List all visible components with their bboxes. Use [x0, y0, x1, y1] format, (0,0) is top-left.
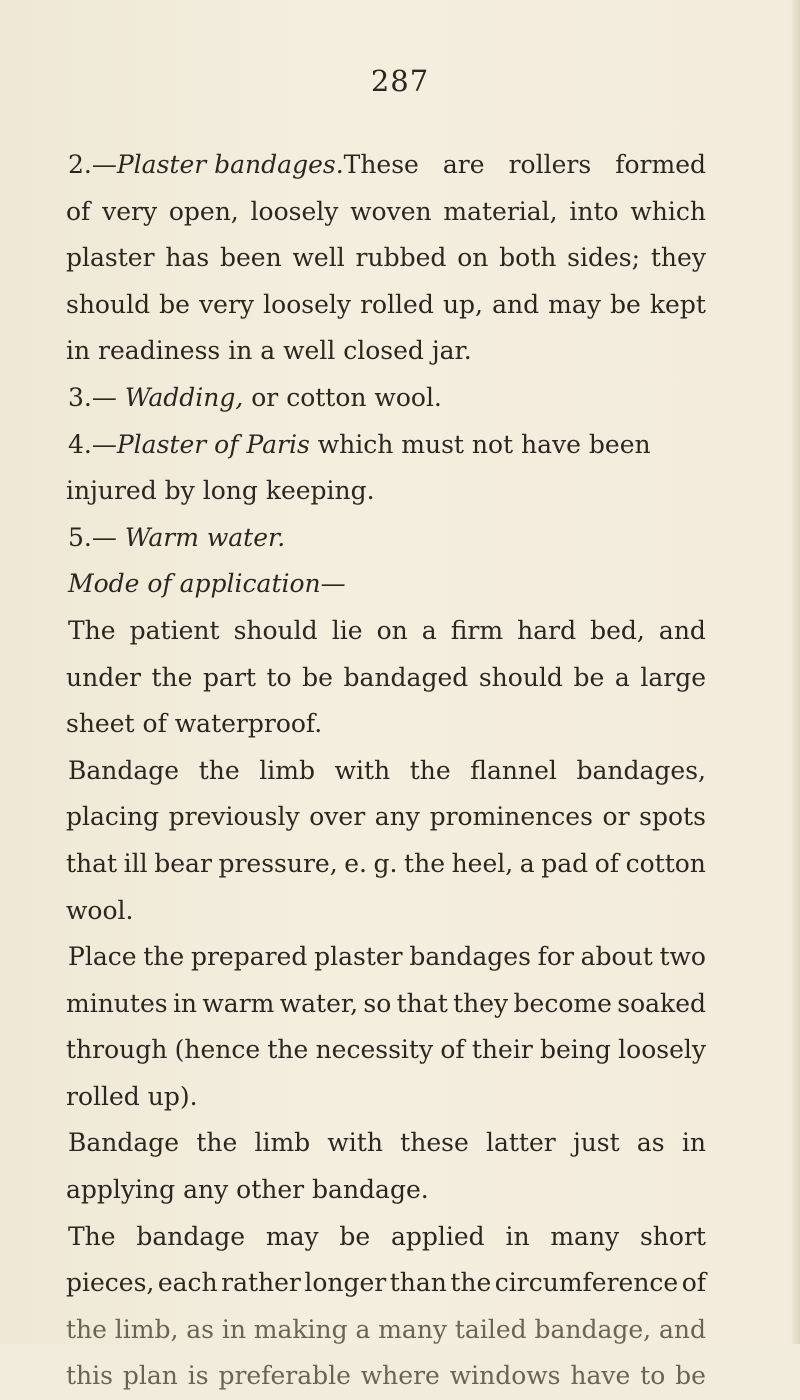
word: may [548, 289, 601, 319]
word: they [650, 243, 706, 273]
word: with [327, 1128, 383, 1158]
word: two [659, 942, 706, 972]
word: loosely [618, 1035, 706, 1065]
word: as [186, 1314, 214, 1344]
word: with [334, 755, 391, 785]
word: e. [344, 848, 367, 878]
line-text: wool. [66, 895, 134, 925]
word: well [292, 243, 345, 273]
word: placing [66, 802, 160, 832]
word: tailed [454, 1314, 527, 1344]
word: the [409, 755, 451, 785]
word: previously [168, 802, 300, 832]
word: the [404, 848, 445, 878]
text-line [66, 1307, 706, 1354]
word: The [68, 615, 116, 645]
text-line [66, 794, 706, 841]
word: part [203, 662, 256, 692]
word: become [513, 988, 612, 1018]
text-line [66, 608, 706, 655]
word: pieces, [66, 1268, 155, 1298]
word: of [66, 196, 91, 226]
word: very [199, 289, 255, 319]
section-heading-text: Mode of application— [68, 569, 346, 599]
text-line [66, 235, 706, 282]
word: applied [390, 1221, 485, 1251]
word: many [550, 1221, 620, 1251]
line-text [66, 794, 706, 841]
word: These [343, 150, 419, 179]
word: the [66, 1314, 107, 1344]
word: limb [254, 1128, 311, 1158]
word: and [658, 615, 706, 645]
line-text [66, 282, 706, 329]
word: Place [68, 942, 137, 972]
text-line [66, 1027, 706, 1074]
word: rubbed [355, 243, 447, 273]
word: limb [259, 755, 315, 785]
word: rolled [360, 289, 434, 319]
word: windows [449, 1361, 561, 1391]
word: making [253, 1314, 348, 1344]
item-number: 2.— [68, 150, 117, 179]
word: formed [615, 150, 706, 179]
word: the [198, 755, 240, 785]
line-text: injured by long keeping. [66, 476, 375, 506]
word: so [363, 988, 392, 1018]
line-text [68, 608, 706, 655]
word: any [374, 802, 420, 832]
word: been [220, 243, 282, 273]
word: as [636, 1128, 665, 1158]
text-line [66, 1074, 706, 1121]
word: that [66, 848, 118, 878]
word: heel, [451, 848, 514, 878]
text-line [66, 515, 706, 562]
word: the [267, 1035, 309, 1065]
word: bandage [136, 1221, 246, 1251]
word: plaster [66, 243, 155, 273]
word: spots [639, 802, 706, 832]
word: be [302, 662, 333, 692]
section-heading [66, 561, 706, 608]
item-heading: Warm water. [124, 522, 286, 552]
line-text [68, 1214, 706, 1261]
word: into [569, 196, 619, 226]
word: where [360, 1361, 440, 1391]
word: pressure, [218, 848, 338, 878]
page-edge-shadow [790, 0, 800, 1344]
word: loosely [250, 196, 339, 226]
line-text [66, 1027, 706, 1074]
line-text [68, 1120, 706, 1167]
word: water, [279, 988, 359, 1018]
word: about [580, 942, 653, 972]
line-text: in readiness in a well closed jar. [66, 336, 472, 366]
word: plan [122, 1361, 178, 1391]
word: bandage, [534, 1314, 652, 1344]
word: in [681, 1128, 706, 1158]
word: these [400, 1128, 469, 1158]
word: a [614, 662, 630, 692]
word: Bandage [68, 1128, 180, 1158]
text-line [66, 422, 706, 469]
word: flannel [470, 755, 557, 785]
text-line [66, 655, 706, 702]
word: which [630, 196, 706, 226]
word: the [151, 662, 193, 692]
word: in [505, 1221, 530, 1251]
line-text [66, 981, 706, 1028]
word: should [66, 289, 151, 319]
word: may [265, 1221, 319, 1251]
word: circumference [494, 1268, 679, 1298]
text-line [66, 142, 706, 189]
word: patient [129, 615, 220, 645]
word: is [187, 1361, 209, 1391]
item-text: or cotton wool. [243, 382, 442, 412]
word: bandages, [576, 755, 706, 785]
text-line [66, 981, 706, 1028]
word: has [165, 243, 210, 273]
word: rather [221, 1268, 301, 1298]
text-line [66, 189, 706, 236]
word: should [478, 662, 563, 692]
word: bear [154, 848, 212, 878]
word: under [66, 662, 141, 692]
word: lie [331, 615, 363, 645]
word: both [499, 243, 557, 273]
word: than [389, 1268, 447, 1298]
word: of [594, 848, 620, 878]
word: loosely [263, 289, 351, 319]
word: bandages [409, 942, 531, 972]
word: sides; [567, 243, 641, 273]
text-line [66, 934, 706, 981]
word: or [602, 802, 630, 832]
word: kept [649, 289, 706, 319]
word: the [143, 942, 185, 972]
word: the [196, 1128, 238, 1158]
word: and [492, 289, 540, 319]
word: be [159, 289, 190, 319]
word: being [540, 1035, 611, 1065]
word: very [102, 196, 158, 226]
word: soaked [617, 988, 706, 1018]
text-line [66, 1260, 706, 1307]
word: woven [350, 196, 432, 226]
word: be [573, 662, 605, 692]
line-text [68, 934, 706, 981]
word: a [355, 1314, 371, 1344]
word: and [658, 1314, 706, 1344]
word: a [519, 848, 535, 878]
item-heading: Plaster of Paris [116, 429, 310, 459]
word: this [66, 1361, 113, 1391]
line-text [66, 655, 706, 702]
item-text: which must not have been [309, 429, 651, 459]
item-number: 4.— [68, 429, 117, 459]
text-line [66, 748, 706, 795]
word: latter [485, 1128, 556, 1158]
word: should [233, 615, 318, 645]
word: The [68, 1221, 116, 1251]
line-text [66, 1353, 706, 1400]
line-text: sheet of waterproof. [66, 709, 323, 739]
word: preferable [218, 1361, 351, 1391]
word: the [450, 1268, 492, 1298]
word: limb, [114, 1314, 179, 1344]
word: each [157, 1268, 218, 1298]
text-line [66, 282, 706, 329]
word: hard [517, 615, 577, 645]
text-line [66, 1214, 706, 1261]
word: warm [202, 988, 275, 1018]
item-number: 5.— [68, 522, 125, 552]
body-text [66, 142, 706, 1400]
word: prepared [190, 942, 308, 972]
word: on [376, 615, 408, 645]
item-heading: Plaster bandages. [116, 150, 344, 179]
text-line [66, 1120, 706, 1167]
item-heading: Wadding, [124, 382, 244, 412]
word: firm [450, 615, 504, 645]
line-text: applying any other bandage. [66, 1175, 429, 1205]
word: up, [442, 289, 483, 319]
text-line [66, 468, 706, 515]
word: minutes [66, 988, 168, 1018]
word: Bandage [68, 755, 180, 785]
word: bed, [590, 615, 645, 645]
line-text: rolled up). [66, 1081, 198, 1111]
line-text [66, 1260, 706, 1307]
word: short [639, 1221, 706, 1251]
word: in [221, 1314, 246, 1344]
word: just [572, 1128, 620, 1158]
word: to [266, 662, 292, 692]
text-line [66, 1353, 706, 1400]
word: open, [168, 196, 239, 226]
item-text [344, 142, 706, 189]
text-line [66, 375, 706, 422]
text-line [66, 701, 706, 748]
line-text [66, 189, 706, 236]
word: be [339, 1221, 371, 1251]
word: be [609, 289, 641, 319]
word: necessity [315, 1035, 434, 1065]
word: (hence [174, 1035, 261, 1065]
word: they [453, 988, 509, 1018]
word: longer [304, 1268, 387, 1298]
text-line [66, 888, 706, 935]
text-line [66, 841, 706, 888]
word: to [640, 1361, 666, 1391]
page-number: 287 [370, 64, 430, 98]
word: pad [541, 848, 589, 878]
word: g. [373, 848, 398, 878]
word: of [440, 1035, 465, 1065]
word: a [421, 615, 437, 645]
word: cotton [625, 848, 706, 878]
word: many [378, 1314, 448, 1344]
word: in [172, 988, 198, 1018]
word: plaster [314, 942, 403, 972]
text-line [66, 328, 706, 375]
line-text [68, 748, 706, 795]
word: through [66, 1035, 168, 1065]
word: material, [443, 196, 558, 226]
word: of [681, 1268, 706, 1298]
word: their [471, 1035, 533, 1065]
word: rollers [508, 150, 592, 179]
line-text [66, 841, 706, 888]
line-text [66, 1307, 706, 1354]
word: bandaged [343, 662, 469, 692]
word: ill [123, 848, 148, 878]
word: are [442, 150, 485, 179]
word: have [570, 1361, 631, 1391]
word: for [537, 942, 574, 972]
word: large [640, 662, 706, 692]
line-text [66, 235, 706, 282]
word: prominences [429, 802, 593, 832]
word: over [309, 802, 366, 832]
word: be [675, 1361, 706, 1391]
item-number: 3.— [68, 382, 125, 412]
word: on [457, 243, 489, 273]
text-line [66, 1167, 706, 1214]
word: that [396, 988, 448, 1018]
